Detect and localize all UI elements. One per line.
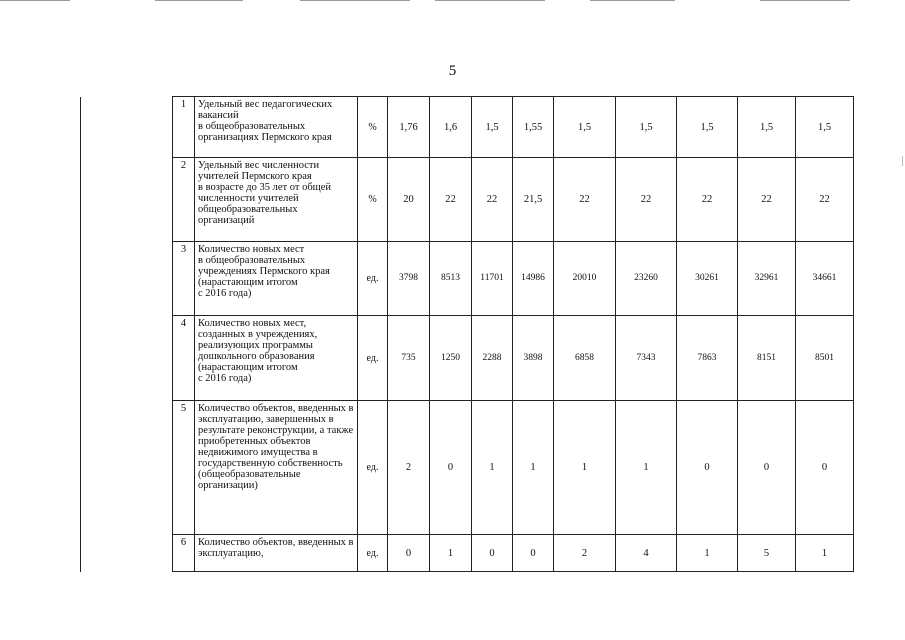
blank-cell (81, 242, 173, 316)
value-cell: 22 (472, 158, 513, 242)
value-cell: 6858 (554, 316, 616, 401)
value-cell: 22 (616, 158, 677, 242)
top-edge-line (300, 0, 410, 1)
value-cell: 735 (388, 316, 430, 401)
value-cell: 1,5 (738, 97, 796, 158)
value-cell: 22 (677, 158, 738, 242)
value-cell: 1,5 (472, 97, 513, 158)
indicator-description: Количество объектов, введенных в эксплуатацию, (195, 535, 358, 572)
row-number: 5 (173, 401, 195, 535)
blank-cell (81, 535, 173, 572)
value-cell: 4 (616, 535, 677, 572)
top-edge-line (0, 0, 70, 1)
value-cell: 1,6 (430, 97, 472, 158)
value-cell: 30261 (677, 242, 738, 316)
unit-cell: ед. (358, 535, 388, 572)
value-cell: 1 (554, 401, 616, 535)
table-row (81, 242, 854, 316)
value-cell: 1,5 (796, 97, 854, 158)
value-cell: 1,5 (616, 97, 677, 158)
value-cell: 0 (738, 401, 796, 535)
value-cell: 1 (513, 401, 554, 535)
blank-cell (81, 401, 173, 535)
value-cell: 8151 (738, 316, 796, 401)
value-cell: 1,76 (388, 97, 430, 158)
value-cell: 14986 (513, 242, 554, 316)
value-cell: 0 (677, 401, 738, 535)
value-cell: 11701 (472, 242, 513, 316)
row-number: 4 (173, 316, 195, 401)
top-edge-line (590, 0, 675, 1)
top-edge-line (435, 0, 545, 1)
scan-mark (902, 156, 903, 166)
table-body (81, 97, 854, 572)
value-cell: 22 (554, 158, 616, 242)
value-cell: 7343 (616, 316, 677, 401)
table-row (81, 158, 854, 242)
unit-cell: % (358, 158, 388, 242)
indicator-description: Количество объектов, введенных в эксплуатацию, завершенных в результате реконструкции, а также приобретенных объектов недвижимого имущества в государственную собственность (общеобразовательные организации) (195, 401, 358, 535)
page-number: 5 (448, 63, 457, 79)
value-cell: 8513 (430, 242, 472, 316)
blank-cell (81, 97, 173, 158)
unit-cell: ед. (358, 401, 388, 535)
value-cell: 1,55 (513, 97, 554, 158)
indicators-table (80, 96, 854, 572)
row-number: 3 (173, 242, 195, 316)
value-cell: 0 (513, 535, 554, 572)
value-cell: 1 (677, 535, 738, 572)
value-cell: 1 (430, 535, 472, 572)
unit-cell: % (358, 97, 388, 158)
value-cell: 22 (796, 158, 854, 242)
row-number: 1 (173, 97, 195, 158)
blank-cell (81, 316, 173, 401)
value-cell: 3898 (513, 316, 554, 401)
table-row (81, 316, 854, 401)
value-cell: 21,5 (513, 158, 554, 242)
value-cell: 7863 (677, 316, 738, 401)
value-cell: 0 (796, 401, 854, 535)
value-cell: 20 (388, 158, 430, 242)
value-cell: 8501 (796, 316, 854, 401)
value-cell: 0 (388, 535, 430, 572)
indicator-description: Удельный вес педагогических вакансий в общеобразовательных организациях Пермского края (195, 97, 358, 158)
value-cell: 20010 (554, 242, 616, 316)
unit-cell: ед. (358, 242, 388, 316)
value-cell: 34661 (796, 242, 854, 316)
value-cell: 22 (738, 158, 796, 242)
indicator-description: Количество новых мест в общеобразовательных учреждениях Пермского края (нарастающим итогом с 2016 года) (195, 242, 358, 316)
row-number: 2 (173, 158, 195, 242)
value-cell: 1 (472, 401, 513, 535)
value-cell: 32961 (738, 242, 796, 316)
value-cell: 5 (738, 535, 796, 572)
value-cell: 3798 (388, 242, 430, 316)
value-cell: 0 (472, 535, 513, 572)
value-cell: 23260 (616, 242, 677, 316)
top-edge-line (760, 0, 850, 1)
table-row (81, 97, 854, 158)
table-row (81, 535, 854, 572)
value-cell: 22 (430, 158, 472, 242)
value-cell: 2 (388, 401, 430, 535)
value-cell: 2 (554, 535, 616, 572)
value-cell: 1 (796, 535, 854, 572)
value-cell: 1250 (430, 316, 472, 401)
value-cell: 0 (430, 401, 472, 535)
indicator-description: Удельный вес численности учителей Пермского края в возрасте до 35 лет от общей численности учителей общеобразовательных организаций (195, 158, 358, 242)
value-cell: 1,5 (677, 97, 738, 158)
value-cell: 1,5 (554, 97, 616, 158)
table-row (81, 401, 854, 535)
unit-cell: ед. (358, 316, 388, 401)
value-cell: 2288 (472, 316, 513, 401)
row-number: 6 (173, 535, 195, 572)
top-edge-line (155, 0, 243, 1)
indicator-description: Количество новых мест, созданных в учреждениях, реализующих программы дошкольного образования (нарастающим итогом с 2016 года) (195, 316, 358, 401)
blank-cell (81, 158, 173, 242)
value-cell: 1 (616, 401, 677, 535)
